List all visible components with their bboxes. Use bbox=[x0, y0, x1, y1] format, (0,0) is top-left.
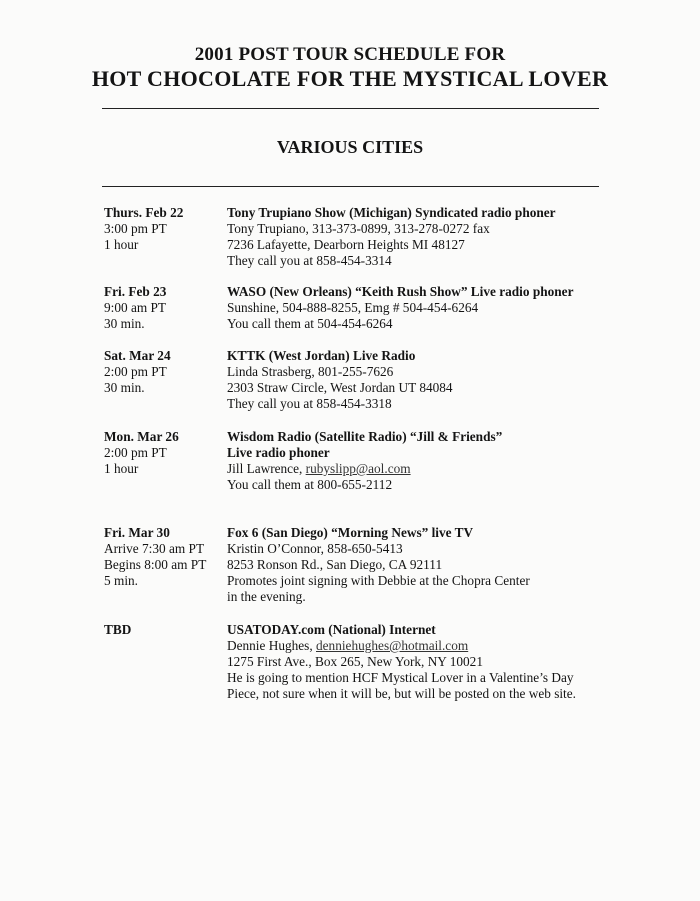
entry-details bbox=[227, 348, 627, 412]
entry-address: 1275 First Ave., Box 265, New York, NY 10021 bbox=[227, 654, 483, 669]
entry-contact: Tony Trupiano, 313-373-0899, 313-278-0272 fax bbox=[227, 221, 490, 236]
entry-time: 2:00 pm PT bbox=[104, 364, 167, 379]
entry-contact-name: Dennie Hughes, bbox=[227, 638, 316, 653]
divider-top bbox=[102, 108, 599, 109]
entry-heading: USATODAY.com (National) Internet bbox=[227, 622, 436, 637]
email-link[interactable]: denniehughes@hotmail.com bbox=[316, 638, 469, 653]
entry-time: 3:00 pm PT bbox=[104, 221, 167, 236]
entry-address: 8253 Ronson Rd., San Diego, CA 92111 bbox=[227, 557, 443, 572]
document-title-line2: HOT CHOCOLATE FOR THE MYSTICAL LOVER bbox=[91, 66, 609, 91]
entry-heading-continued: Live radio phoner bbox=[227, 445, 330, 460]
entry-contact: Kristin O’Connor, 858-650-5413 bbox=[227, 541, 403, 556]
entry-note: Promotes joint signing with Debbie at the Chopra Center bbox=[227, 573, 530, 588]
entry-note: They call you at 858-454-3318 bbox=[227, 396, 392, 411]
entry-date: Fri. Feb 23 bbox=[104, 284, 167, 299]
entry-contact: Sunshine, 504-888-8255, Emg # 504-454-6264 bbox=[227, 300, 479, 315]
entry-heading: Tony Trupiano Show (Michigan) Syndicated radio phoner bbox=[227, 205, 556, 220]
entry-date: Mon. Mar 26 bbox=[104, 429, 179, 444]
entry-duration: 30 min. bbox=[104, 380, 145, 395]
entry-note: You call them at 800-655-2112 bbox=[227, 477, 393, 492]
email-link[interactable]: rubyslipp@aol.com bbox=[305, 461, 411, 476]
entry-heading: WASO (New Orleans) “Keith Rush Show” Live radio phoner bbox=[227, 284, 574, 299]
entry-address: 7236 Lafayette, Dearborn Heights MI 48127 bbox=[227, 237, 465, 252]
entry-contact: Linda Strasberg, 801-255-7626 bbox=[227, 364, 394, 379]
entry-note-continued: in the evening. bbox=[227, 589, 306, 604]
entry-when bbox=[104, 205, 224, 253]
entry-duration: 1 hour bbox=[104, 461, 139, 476]
document-title-line1: 2001 POST TOUR SCHEDULE FOR bbox=[194, 44, 506, 65]
entry-time: Arrive 7:30 am PT bbox=[104, 541, 205, 556]
entry-time-begin: Begins 8:00 am PT bbox=[104, 557, 207, 572]
entry-time: 2:00 pm PT bbox=[104, 445, 167, 460]
entry-heading: Fox 6 (San Diego) “Morning News” live TV bbox=[227, 525, 474, 540]
entry-contact bbox=[227, 461, 627, 477]
entry-when bbox=[104, 622, 224, 638]
entry-details bbox=[227, 622, 627, 702]
entry-when bbox=[104, 429, 224, 477]
entry-note: He is going to mention HCF Mystical Lover in a Valentine’s Day bbox=[227, 670, 574, 685]
entry-date: Fri. Mar 30 bbox=[104, 525, 170, 540]
entry-when bbox=[104, 525, 224, 589]
entry-contact bbox=[227, 638, 627, 654]
entry-heading: KTTK (West Jordan) Live Radio bbox=[227, 348, 416, 363]
entry-heading: Wisdom Radio (Satellite Radio) “Jill & Friends” bbox=[227, 429, 503, 444]
entry-duration: 5 min. bbox=[104, 573, 138, 588]
entry-details bbox=[227, 429, 627, 493]
entry-details bbox=[227, 205, 627, 269]
entry-contact-name: Jill Lawrence, bbox=[227, 461, 306, 476]
section-heading: VARIOUS CITIES bbox=[276, 137, 424, 157]
divider-section bbox=[102, 186, 599, 187]
entry-note-continued: Piece, not sure when it will be, but will be posted on the web site. bbox=[227, 686, 576, 701]
entry-address: 2303 Straw Circle, West Jordan UT 84084 bbox=[227, 380, 453, 395]
entry-duration: 1 hour bbox=[104, 237, 139, 252]
entry-details bbox=[227, 284, 627, 332]
entry-when bbox=[104, 284, 224, 332]
entry-details bbox=[227, 525, 627, 605]
entry-when bbox=[104, 348, 224, 396]
entry-time: 9:00 am PT bbox=[104, 300, 167, 315]
entry-note: You call them at 504-454-6264 bbox=[227, 316, 393, 331]
entry-date: Thurs. Feb 22 bbox=[104, 205, 184, 220]
entry-duration: 30 min. bbox=[104, 316, 145, 331]
entry-date: TBD bbox=[104, 622, 132, 637]
entry-date: Sat. Mar 24 bbox=[104, 348, 171, 363]
entry-note: They call you at 858-454-3314 bbox=[227, 253, 392, 268]
